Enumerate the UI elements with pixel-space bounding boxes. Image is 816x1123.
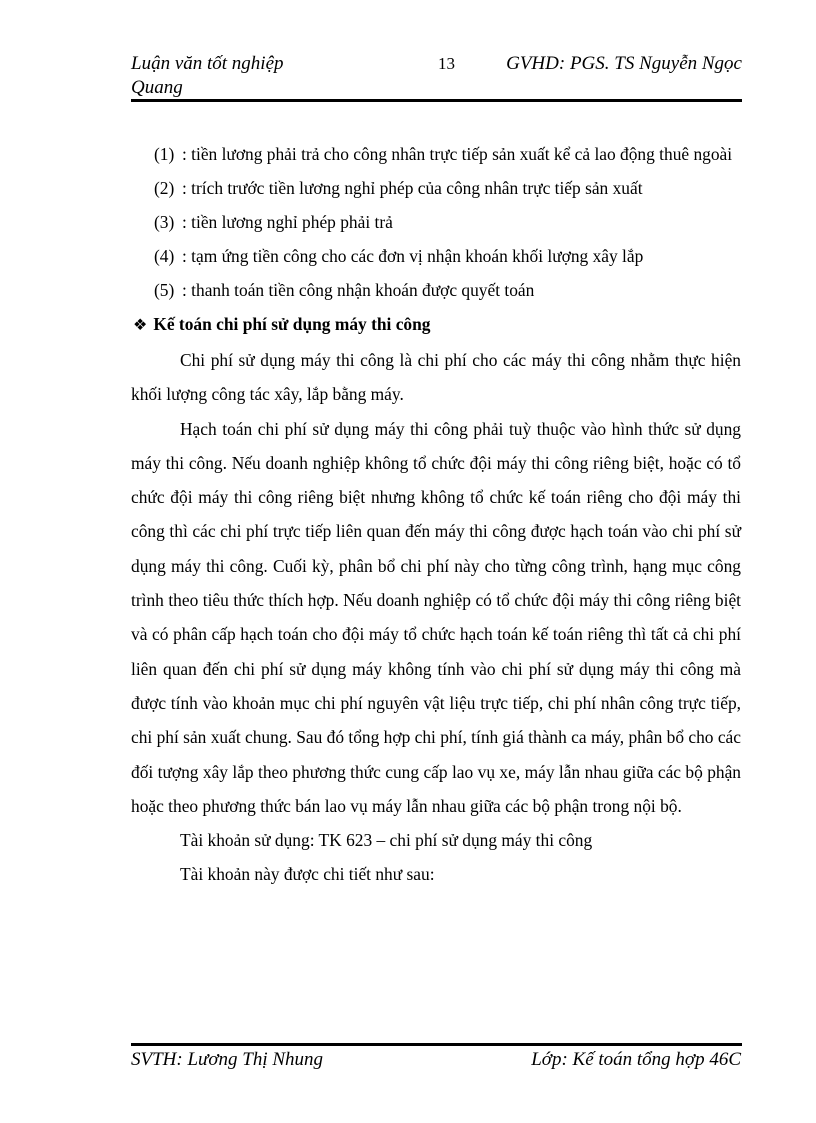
list-item-number: (2) <box>154 178 175 198</box>
list-item <box>131 239 741 273</box>
list-item <box>131 273 741 307</box>
list-item-number: (1) <box>154 144 175 164</box>
list-item <box>131 205 741 239</box>
page-number: 13 <box>438 54 455 73</box>
paragraph: Chi phí sử dụng máy thi công là chi phí cho các máy thi công nhằm thực hiện khối lượng công tác xây, lắp bằng máy. <box>131 350 741 405</box>
list-item-number: (3) <box>154 212 175 232</box>
list-item-text: : thanh toán tiền công nhận khoán được quyết toán <box>182 280 535 300</box>
list-item-number: (4) <box>154 246 175 266</box>
list-item-number: (5) <box>154 280 175 300</box>
list-item-text: : tiền lương nghỉ phép phải trả <box>182 212 393 232</box>
list-item <box>131 171 741 205</box>
footer-class: Lớp: Kế toán tổng hợp 46C <box>531 1049 741 1070</box>
footer-student: SVTH: Lương Thị Nhung <box>131 1049 324 1070</box>
list-item-text: : tạm ứng tiền công cho các đơn vị nhận khoán khối lượng xây lắp <box>182 246 644 266</box>
footer-divider <box>131 1043 742 1046</box>
list-item-text: : tiền lương phải trả cho công nhân trực tiếp sản xuất kể cả lao động thuê ngoài <box>182 144 733 164</box>
paragraph: Tài khoản này được chi tiết như sau: <box>180 864 435 885</box>
paragraph: Hạch toán chi phí sử dụng máy thi công phải tuỳ thuộc vào hình thức sử dụng máy thi công. Nếu doanh nghiệp không tổ chức đội máy thi công riêng biệt, hoặc có tổ chức đội máy thi công riêng biệt nhưng không tổ chức kế toán riêng cho đội máy thi công thì các chi phí trực tiếp liên quan đến máy thi công được hạch toán vào chi phí sử dụng máy thi công. Cuối kỳ, phân bổ chi phí này cho từng công trình, hạng mục công trình theo tiêu thức thích hợp. Nếu doanh nghiệp có tổ chức đội máy thi công riêng biệt và có phân cấp hạch toán cho đội máy tổ chức hạch toán kế toán riêng thì tất cả chi phí liên quan đến chi phí sử dụng máy không tính vào chi phí sử dụng máy thi công mà được tính vào khoản mục chi phí nguyên vật liệu trực tiếp, chi phí nhân công trực tiếp, chi phí sản xuất chung. Sau đó tổng hợp chi phí, tính giá thành ca máy, phân bổ cho các đối tượng xây lắp theo phương thức cung cấp lao vụ xe, máy lẫn nhau giữa các bộ phận hoặc theo phương thức bán lao vụ máy lẫn nhau giữa các bộ phận trong nội bộ. <box>131 418 741 816</box>
header-advisor: GVHD: PGS. TS Nguyễn Ngọc <box>506 53 742 74</box>
header-thesis-title: Luận văn tốt nghiệp Quang <box>131 53 284 98</box>
section-heading <box>133 307 741 343</box>
page-body <box>131 137 741 892</box>
header-divider <box>131 99 742 102</box>
list-item-text: : trích trước tiền lương nghỉ phép của công nhân trực tiếp sản xuất <box>182 178 643 198</box>
list-item <box>131 137 741 171</box>
diamond-bullet-icon: ❖ <box>133 317 148 334</box>
page-header <box>131 52 742 98</box>
section-heading-text: Kế toán chi phí sử dụng máy thi công <box>153 314 431 334</box>
paragraph: Tài khoản sử dụng: TK 623 – chi phí sử dụng máy thi công <box>180 830 593 851</box>
